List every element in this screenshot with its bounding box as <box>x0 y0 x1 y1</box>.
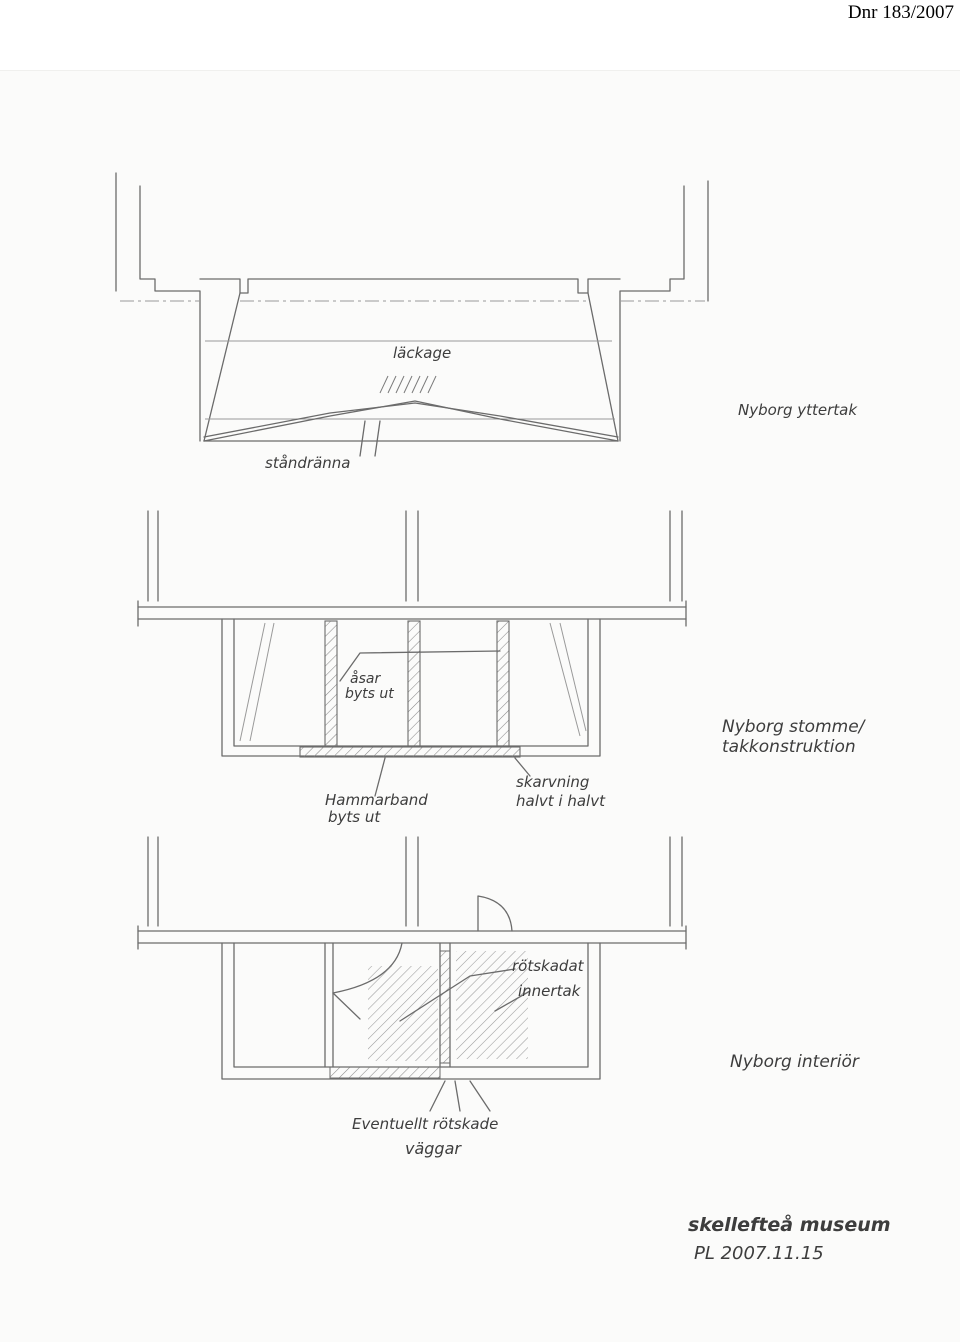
label-walls-1: Eventuellt rötskade <box>352 1115 499 1133</box>
label-walls-2: väggar <box>405 1139 461 1158</box>
rot-area-1 <box>368 966 438 1061</box>
sketch3-title: Nyborg interiör <box>730 1052 859 1072</box>
signature-line-2: PL 2007.11.15 <box>694 1243 824 1264</box>
purlin-3 <box>497 621 509 746</box>
label-rot-1: rötskadat <box>512 957 584 975</box>
label-purlins-2: byts ut <box>345 686 394 702</box>
scanned-sketch-sheet <box>0 70 960 1342</box>
signature-block <box>688 1212 891 1264</box>
purlin-1 <box>325 621 337 746</box>
sketch2-title-2: takkonstruktion <box>722 737 856 757</box>
document-reference: Dnr 183/2007 <box>847 2 954 23</box>
label-joint-2: halvt i halvt <box>516 792 605 810</box>
signature-line-1: skellefteå museum <box>688 1214 891 1236</box>
damaged-wall <box>440 951 450 1063</box>
leak-hatch <box>380 376 436 393</box>
label-leak: läckage <box>393 344 452 362</box>
purlin-2 <box>408 621 420 746</box>
sketch1-title: Nyborg yttertak <box>738 401 858 419</box>
label-rot-2: innertak <box>518 982 581 1000</box>
label-gutter: ståndränna <box>265 454 351 472</box>
sketch-interior-plan <box>138 837 860 1158</box>
sketch2-title-1: Nyborg stomme/ <box>722 717 865 737</box>
damaged-base <box>330 1067 440 1078</box>
wall-plate-beam <box>300 747 520 757</box>
label-purlins-1: åsar <box>350 671 381 687</box>
sketch-roof-exterior <box>116 173 858 472</box>
pencil-drawing <box>0 71 960 1342</box>
label-beam-1: Hammarband <box>325 791 428 809</box>
label-joint-1: skarvning <box>516 773 590 791</box>
sketch-roof-structure <box>138 511 867 826</box>
label-beam-2: byts ut <box>328 808 381 826</box>
